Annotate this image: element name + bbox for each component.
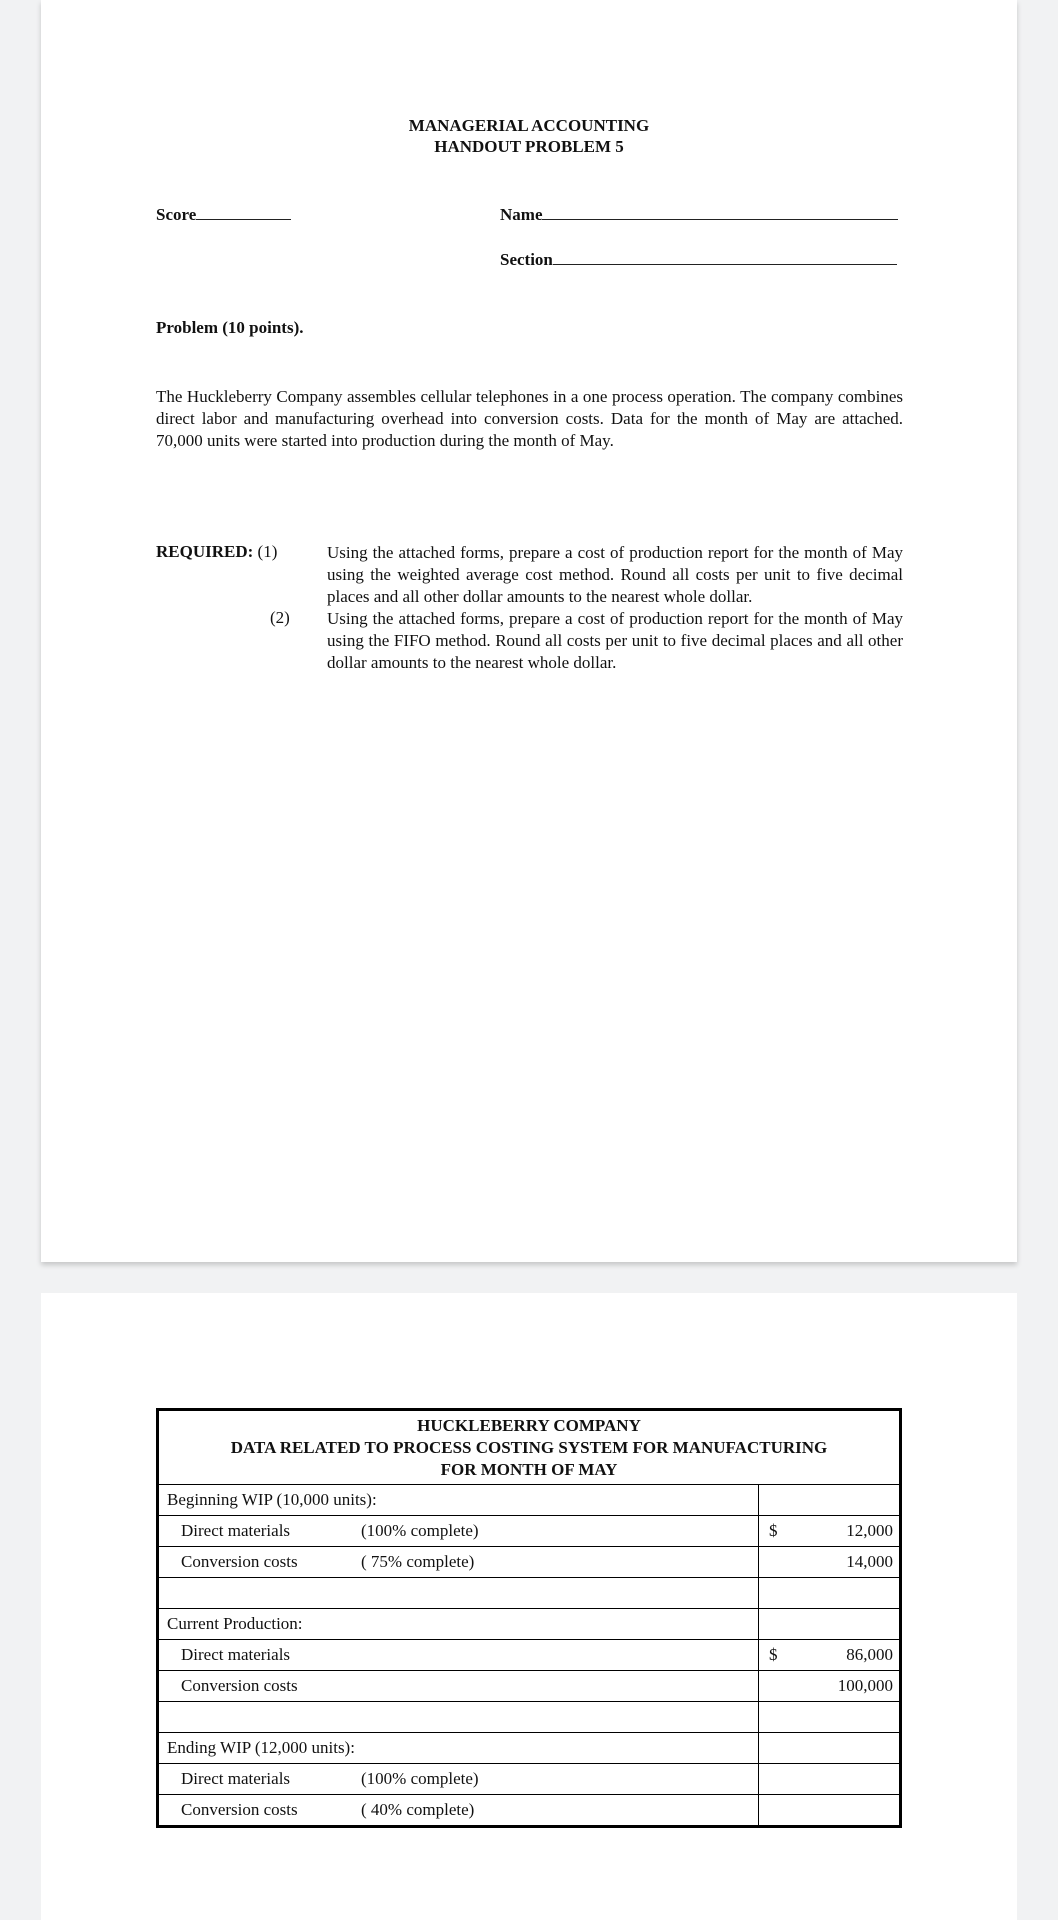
table-header-line-3: FOR MONTH OF MAY xyxy=(440,1460,618,1479)
row-completion: (100% complete) xyxy=(361,1769,479,1788)
page-2 xyxy=(41,1293,1017,1920)
name-label: Name xyxy=(500,205,543,224)
row-amount xyxy=(759,1764,901,1795)
table-header-line-2: DATA RELATED TO PROCESS COSTING SYSTEM FOR MANUFACTURING xyxy=(230,1438,828,1457)
table-row xyxy=(158,1795,901,1827)
table-row-empty xyxy=(158,1578,901,1609)
table-row-empty xyxy=(158,1702,901,1733)
table-header xyxy=(158,1410,901,1485)
row-label xyxy=(158,1578,759,1609)
table-header-row xyxy=(158,1410,901,1485)
score-label: Score xyxy=(156,205,197,224)
row-amount xyxy=(759,1547,901,1578)
process-costing-data-table xyxy=(156,1408,902,1828)
table-row xyxy=(158,1764,901,1795)
row-amount xyxy=(759,1485,901,1516)
table-row xyxy=(158,1733,901,1764)
row-amount xyxy=(759,1516,901,1547)
name-field xyxy=(500,205,898,225)
row-value: 100,000 xyxy=(837,1676,893,1695)
row-label: Direct materials xyxy=(181,1769,291,1788)
row-label-cell xyxy=(158,1764,759,1795)
table-row xyxy=(158,1671,901,1702)
score-field xyxy=(156,205,291,225)
row-amount xyxy=(759,1733,901,1764)
dollar-sign: $ xyxy=(769,1645,778,1664)
table-row xyxy=(158,1547,901,1578)
row-amount xyxy=(759,1578,901,1609)
row-value: 86,000 xyxy=(846,1645,893,1664)
row-value: 12,000 xyxy=(846,1521,893,1540)
table-row xyxy=(158,1609,901,1640)
requirement-1-number: (1) xyxy=(257,542,278,561)
problem-heading: Problem (10 points). xyxy=(156,318,304,337)
title-line-1: MANAGERIAL ACCOUNTING xyxy=(408,116,650,135)
row-label: Conversion costs xyxy=(181,1552,298,1571)
intro-paragraph: The Huckleberry Company assembles cellular telephones in a one process operation. The company combines direct labor and manufacturing overhead into conversion costs. Data for the month of May are attached. 70,000 units were started into production during the month of May. xyxy=(156,387,903,450)
row-label: Direct materials xyxy=(158,1640,759,1671)
row-completion: (100% complete) xyxy=(361,1521,479,1540)
row-label: Current Production: xyxy=(158,1609,759,1640)
row-label-cell xyxy=(158,1795,759,1827)
table-row xyxy=(158,1485,901,1516)
row-label: Ending WIP (12,000 units): xyxy=(158,1733,759,1764)
section-field xyxy=(500,250,897,270)
row-value: 14,000 xyxy=(846,1552,893,1571)
name-blank xyxy=(542,205,898,220)
required-label-group xyxy=(156,542,277,562)
row-amount xyxy=(759,1609,901,1640)
row-completion: ( 75% complete) xyxy=(361,1552,475,1571)
dollar-sign: $ xyxy=(769,1521,778,1540)
section-blank xyxy=(553,250,897,265)
table-header-line-1: HUCKLEBERRY COMPANY xyxy=(417,1416,641,1435)
row-label: Beginning WIP (10,000 units): xyxy=(158,1485,759,1516)
row-amount xyxy=(759,1640,901,1671)
page-1 xyxy=(41,0,1017,1262)
document-title xyxy=(41,115,1017,157)
table-row xyxy=(158,1640,901,1671)
section-label: Section xyxy=(500,250,553,269)
row-completion: ( 40% complete) xyxy=(361,1800,475,1819)
requirement-1-text: Using the attached forms, prepare a cost of production report for the month of May using the weighted average cost method. Round all costs per unit to five decimal places and all other dollar amounts to the nearest whole dollar. xyxy=(327,543,903,606)
row-label: Conversion costs xyxy=(181,1800,298,1819)
requirement-2-text: Using the attached forms, prepare a cost of production report for the month of May using the FIFO method. Round all costs per unit to five decimal places and all other dollar amounts to the nearest whole dollar. xyxy=(327,609,903,672)
row-label-cell xyxy=(158,1547,759,1578)
row-label xyxy=(158,1702,759,1733)
row-label: Direct materials xyxy=(181,1521,291,1540)
row-label: Conversion costs xyxy=(158,1671,759,1702)
row-amount xyxy=(759,1671,901,1702)
score-blank xyxy=(196,205,291,220)
required-label: REQUIRED: xyxy=(156,542,254,561)
row-amount xyxy=(759,1795,901,1827)
title-line-2: HANDOUT PROBLEM 5 xyxy=(434,137,624,156)
row-amount xyxy=(759,1702,901,1733)
requirement-2-number: (2) xyxy=(270,608,290,627)
table-row xyxy=(158,1516,901,1547)
row-label-cell xyxy=(158,1516,759,1547)
